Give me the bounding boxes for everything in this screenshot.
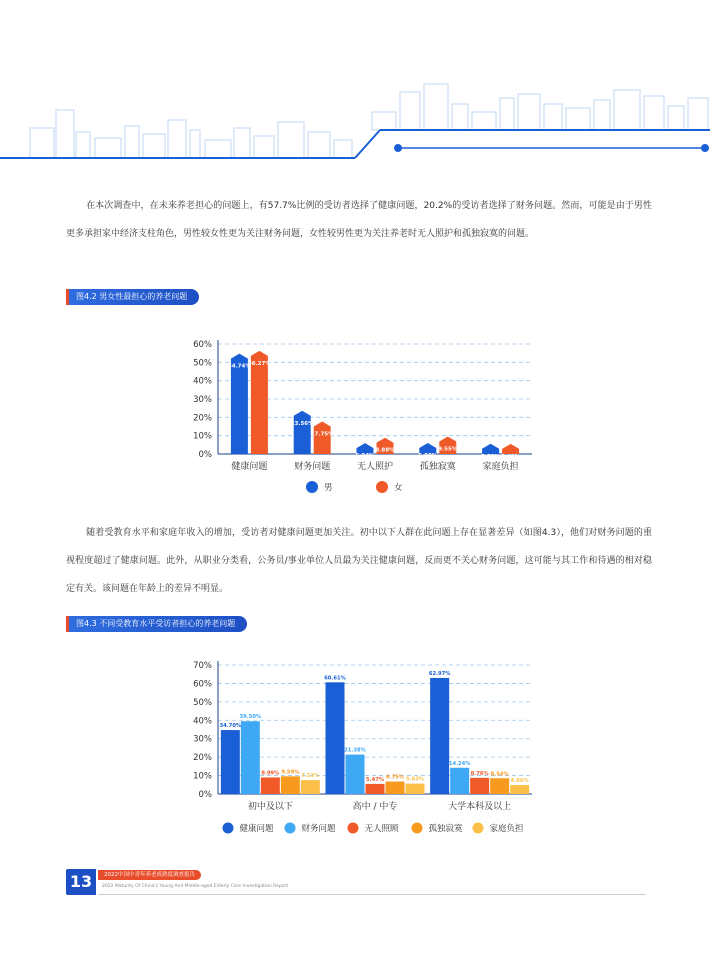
- bar-value-label: 8.99%: [261, 770, 280, 777]
- paragraph-education-text: 随着受教育水平和家庭年收入的增加，受访者对健康问题更加关注。初中以下人群在此问题上存在显著差异（如图4.3），他们对财务问题的重视程度超过了健康问题。此外，从职业分类看，公务员/事业单位人员最为关注健康问题，反而更不关心财务问题，这可能与其工作和待遇的相对稳定有关。该问题在年龄上的差异不明显。: [66, 528, 652, 594]
- bar-value-label: 39.50%: [239, 714, 262, 721]
- bar-value-label: 8.54%: [490, 771, 509, 778]
- report-title-en: 2022 Maturity Of China's Young And Middle-aged Elderly Care Investigation Report: [102, 884, 289, 889]
- bar-value-label: 5.94%: [355, 453, 375, 460]
- bar-value-label: 6.00%: [418, 453, 438, 459]
- chart-gender-concerns: [180, 330, 550, 500]
- legend-label: 健康问题: [239, 824, 274, 834]
- bar-value-label: 8.76%: [470, 770, 489, 777]
- y-tick-label: 20%: [193, 413, 212, 424]
- bar: [366, 784, 385, 794]
- legend-label: 男: [324, 483, 333, 493]
- y-tick-label: 40%: [193, 376, 212, 387]
- figure-label-4-2: 图4.2 男女性最担心的养老问题: [66, 289, 199, 305]
- paragraph-intro-text: 在本次调查中，在未来养老担心的问题上，有57.7%比例的受访者选择了健康问题，20.2%的受访者选择了财务问题。然而，可能是由于男性更多承担家中经济支柱角色，男性较女性更为关注财务问题，女性较男性更为关注养老时无人照护和孤独寂寞的问题。: [66, 201, 652, 239]
- bar: [470, 778, 489, 794]
- y-tick-label: 30%: [193, 395, 212, 405]
- bar-value-label: 54.74%: [227, 363, 251, 370]
- legend-marker: [473, 823, 484, 834]
- bar-value-label: 4.86%: [510, 778, 529, 785]
- y-tick-label: 30%: [193, 734, 212, 745]
- bar-value-label: 34.70%: [219, 723, 242, 730]
- legend-marker: [285, 823, 296, 834]
- bar: [450, 768, 469, 794]
- x-category-label: 孤独寂寞: [419, 462, 456, 472]
- bar-value-label: 9.59%: [281, 769, 300, 776]
- bar-value-label: 62.97%: [428, 670, 451, 677]
- paragraph-education: [66, 519, 652, 603]
- legend-marker: [223, 823, 234, 834]
- bar: [502, 444, 519, 454]
- legend-marker: [348, 823, 359, 834]
- legend-marker: [412, 823, 423, 834]
- banner-dot-left: [394, 144, 402, 152]
- y-tick-label: 0%: [198, 450, 212, 460]
- banner-line-slant: [355, 130, 380, 158]
- legend-label: 孤独寂寞: [428, 824, 463, 834]
- bar-value-label: 7.53%: [301, 773, 320, 780]
- page-number: 13: [66, 869, 96, 895]
- y-tick-label: 60%: [193, 340, 212, 350]
- y-tick-label: 70%: [193, 661, 212, 671]
- bar-value-label: 56.27%: [247, 360, 271, 367]
- bar-value-label: 5.58%: [481, 453, 501, 460]
- legend-marker: [376, 481, 388, 493]
- legend-marker: [306, 481, 318, 493]
- header-banner: [0, 0, 710, 175]
- y-tick-label: 60%: [193, 679, 212, 690]
- legend-label: 无人照顾: [364, 824, 399, 834]
- y-tick-label: 40%: [193, 716, 212, 727]
- x-category-label: 健康问题: [231, 462, 268, 472]
- y-tick-label: 50%: [193, 697, 212, 708]
- bar: [301, 780, 320, 794]
- bar-value-label: 8.88%: [375, 447, 395, 454]
- bar: [386, 782, 405, 794]
- bar: [326, 682, 345, 794]
- legend-label: 女: [394, 483, 403, 493]
- figure-label-4-3: 图4.3 不同受教育水平受访者担心的养老问题: [66, 616, 247, 632]
- footer-divider: [98, 894, 646, 895]
- legend-label: 家庭负担: [489, 824, 524, 834]
- bar: [261, 777, 280, 794]
- bar-value-label: 21.38%: [344, 747, 366, 754]
- legend-label: 财务问题: [301, 824, 336, 834]
- bar: [221, 730, 240, 794]
- bar-value-label: 6.75%: [386, 774, 404, 781]
- bar: [490, 778, 509, 794]
- bar-value-label: 5.49%: [501, 453, 521, 460]
- y-tick-label: 0%: [198, 790, 212, 800]
- paragraph-intro: [66, 192, 652, 248]
- bar-value-label: 5.63%: [406, 776, 424, 783]
- bar: [241, 721, 260, 794]
- page-footer: [66, 865, 646, 895]
- bar: [482, 444, 499, 454]
- bar: [294, 411, 311, 454]
- bar: [346, 755, 365, 794]
- report-title-cn: 2022中国中青年养老成熟度调查报告: [98, 870, 201, 880]
- bar-value-label: 17.75%: [310, 431, 334, 438]
- bar-value-label: 9.55%: [438, 446, 458, 453]
- bar: [281, 776, 300, 794]
- bar-value-label: 14.24%: [448, 760, 471, 767]
- x-category-label: 大学本科及以上: [448, 802, 512, 812]
- y-tick-label: 50%: [193, 358, 212, 369]
- banner-dot-right: [701, 144, 709, 152]
- x-category-label: 无人照护: [356, 462, 394, 472]
- y-tick-label: 10%: [193, 431, 212, 442]
- x-category-label: 财务问题: [294, 462, 331, 472]
- bar-value-label: 23.56%: [290, 420, 314, 427]
- chart-education-concerns: [180, 652, 550, 842]
- bar-value-label: 60.61%: [324, 675, 346, 682]
- y-tick-label: 10%: [193, 771, 212, 782]
- bar: [314, 421, 331, 454]
- bar-value-label: 5.47%: [366, 776, 384, 783]
- x-category-label: 家庭负担: [482, 462, 519, 472]
- bar: [510, 785, 529, 794]
- city-skyline: [30, 84, 708, 158]
- bar: [430, 678, 449, 794]
- bar: [406, 784, 425, 794]
- x-category-label: 高中 / 中专: [352, 802, 398, 812]
- x-category-label: 初中及以下: [247, 802, 293, 812]
- y-tick-label: 20%: [193, 753, 212, 764]
